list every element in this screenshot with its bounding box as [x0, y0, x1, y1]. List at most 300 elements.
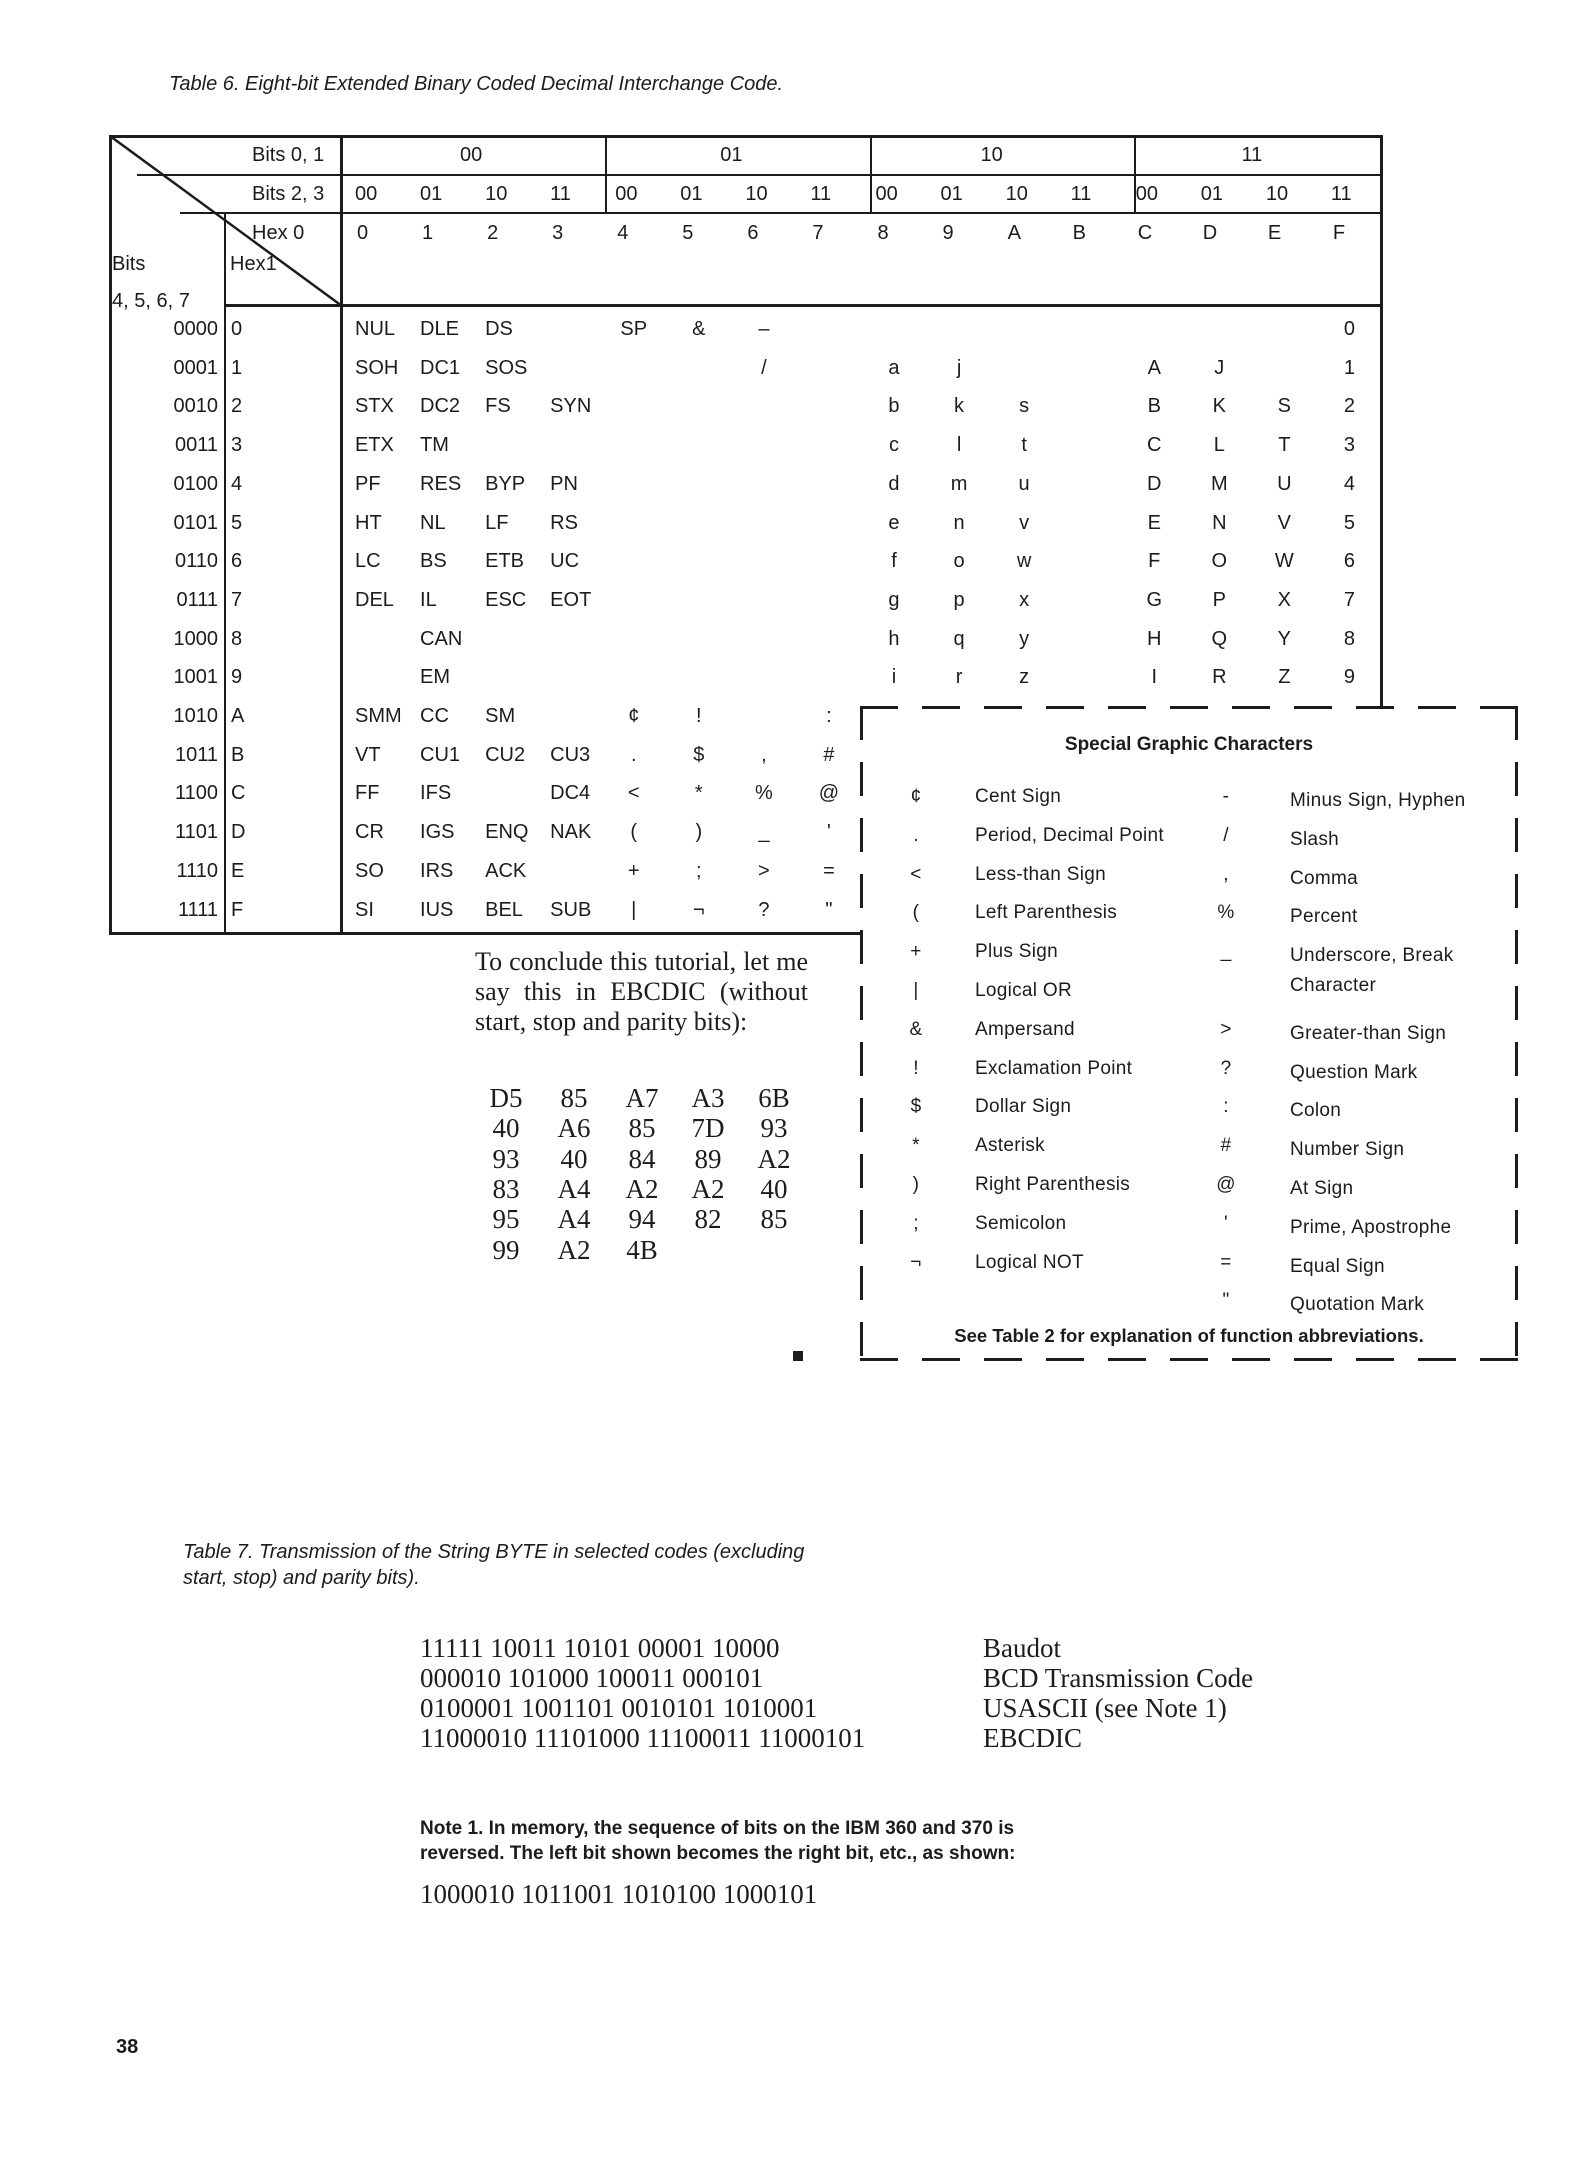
dashed-border-left — [860, 706, 863, 1361]
row-hex: 8 — [231, 627, 243, 650]
ebcdic-hex-byte: 85 — [760, 1204, 788, 1235]
code-name: USASCII (see Note 1) — [983, 1693, 1227, 1723]
code-cell: g — [888, 588, 900, 611]
special-symbol: : — [1223, 1096, 1229, 1118]
bits23-col: 11 — [810, 183, 832, 205]
code-cell: 0 — [1343, 318, 1355, 340]
hex0-col-B: B — [1072, 222, 1086, 244]
code-cell: s — [1019, 395, 1030, 418]
code-cell: n — [953, 511, 965, 534]
code-cell: S — [1277, 395, 1292, 418]
code-cell: PF — [355, 472, 381, 495]
special-name: Cent Sign — [975, 786, 1062, 807]
code-cell: F — [1148, 550, 1161, 573]
special-name: Underscore, Break Character — [1290, 945, 1454, 997]
code-cell: BEL — [485, 898, 523, 921]
special-name: Number Sign — [1290, 1139, 1405, 1161]
code-cell: J — [1214, 356, 1225, 379]
special-symbol: # — [1220, 1135, 1232, 1157]
row-hex: 2 — [231, 395, 243, 418]
code-cell: H — [1147, 627, 1162, 650]
code-cell: : — [826, 705, 832, 727]
special-title: Special Graphic Characters — [1064, 734, 1314, 755]
hex0-col-F: F — [1332, 222, 1346, 244]
bits23-col: 01 — [940, 183, 963, 205]
code-cell: IGS — [420, 821, 455, 844]
code-cell: T — [1278, 434, 1291, 457]
bits01-group-01: 01 — [720, 144, 743, 166]
special-symbol: = — [1220, 1251, 1232, 1273]
code-cell: $ — [693, 743, 705, 766]
code-cell: i — [891, 666, 897, 689]
code-cell: CU2 — [485, 743, 526, 766]
hex0-label: Hex 0 — [252, 222, 305, 244]
code-cell: O — [1211, 550, 1228, 573]
ebcdic-hex-byte: 40 — [492, 1113, 520, 1144]
dashed-border-bottom — [860, 1358, 1518, 1361]
code-cell: d — [888, 472, 900, 495]
hex1-label: Hex1 — [230, 253, 277, 275]
row-bits: 0010 — [173, 395, 218, 418]
code-cell: x — [1019, 588, 1030, 611]
special-name: Right Parenthesis — [975, 1174, 1131, 1195]
table7-caption-line1: Table 7. Transmission of the String BYTE in selected codes (excluding — [183, 1541, 805, 1563]
special-name: Logical NOT — [975, 1251, 1084, 1273]
code-name: Baudot — [983, 1633, 1061, 1663]
row-hex: 7 — [231, 588, 243, 611]
row-bits: 1110 — [176, 859, 218, 882]
bits01-label: Bits 0, 1 — [252, 144, 325, 166]
code-cell: SOS — [485, 356, 528, 379]
code-cell: v — [1019, 511, 1030, 534]
special-name: Left Parenthesis — [975, 902, 1118, 924]
special-name: Plus Sign — [975, 941, 1058, 963]
code-cell: DC2 — [420, 395, 461, 418]
ebcdic-hex-byte: 40 — [760, 1173, 788, 1204]
dashed-border-right — [1515, 706, 1518, 1361]
special-symbol: ; — [913, 1212, 919, 1234]
bits23-col: 11 — [550, 183, 571, 205]
special-name: Comma — [1290, 867, 1359, 889]
code-cell: IFS — [420, 782, 452, 805]
code-cell: DEL — [355, 588, 394, 611]
code-cell: SM — [485, 705, 516, 727]
row-bits: 1001 — [173, 666, 218, 689]
code-cell: h — [888, 627, 900, 650]
code-cell: 5 — [1343, 511, 1355, 534]
code-cell: R — [1212, 666, 1227, 689]
ebcdic-hex-byte: 95 — [492, 1204, 520, 1235]
code-cell: 9 — [1343, 666, 1355, 689]
special-symbol: ! — [913, 1057, 919, 1079]
code-cell: CU1 — [420, 743, 461, 766]
bits23-col: 11 — [1330, 183, 1352, 205]
special-name: Percent — [1290, 906, 1358, 928]
code-cell: DC1 — [420, 356, 461, 379]
code-cell: SUB — [550, 898, 592, 921]
code-cell: PN — [550, 472, 578, 495]
code-cell: M — [1210, 472, 1228, 495]
special-name: At Sign — [1290, 1178, 1354, 1199]
code-bits: 000010 101000 100011 000101 — [420, 1663, 764, 1693]
code-cell: e — [888, 511, 900, 534]
code-cell: ESC — [485, 588, 527, 611]
row-bits: 1011 — [174, 743, 218, 766]
row-hex: 3 — [231, 434, 243, 457]
code-cell: > — [758, 859, 770, 882]
code-name: EBCDIC — [983, 1723, 1083, 1753]
hex0-col-7: 7 — [812, 222, 824, 244]
hex0-col-C: C — [1137, 222, 1153, 244]
bits23-col: 00 — [1135, 183, 1158, 205]
code-cell: DS — [485, 318, 513, 340]
ebcdic-hex-byte: 85 — [560, 1083, 588, 1113]
ebcdic-hex-byte: 84 — [628, 1143, 656, 1174]
special-symbol: ' — [1224, 1212, 1228, 1234]
row-bits: 0011 — [174, 434, 218, 457]
special-symbol: * — [912, 1135, 920, 1157]
code-cell: NUL — [355, 318, 396, 340]
special-symbol: - — [1222, 786, 1230, 807]
code-cell: V — [1277, 511, 1292, 534]
code-cell: L — [1213, 434, 1225, 457]
ebcdic-hex-byte: 6B — [758, 1083, 790, 1113]
ebcdic-hex-byte: 7D — [691, 1113, 725, 1144]
code-cell: X — [1277, 588, 1292, 611]
ebcdic-hex-byte: 4B — [626, 1234, 658, 1265]
code-cell: SYN — [550, 395, 592, 418]
ebcdic-hex-byte: 83 — [492, 1173, 520, 1204]
code-cell: Y — [1277, 627, 1292, 650]
code-bits: 0100001 1001101 0010101 1010001 — [420, 1693, 818, 1723]
code-cell: * — [694, 782, 703, 805]
special-name: Semicolon — [975, 1212, 1067, 1234]
table-border-bottom — [109, 932, 861, 935]
ebcdic-hex-byte: 93 — [492, 1143, 520, 1174]
ebcdic-hex-byte: A2 — [557, 1234, 591, 1265]
code-cell: FF — [355, 782, 380, 805]
code-bits: 11000010 11101000 11100011 11000101 — [420, 1723, 866, 1753]
code-cell: IRS — [420, 859, 454, 882]
code-cell: SOH — [355, 356, 399, 379]
row-bits: 1100 — [174, 782, 218, 805]
hex0-col-6: 6 — [747, 222, 759, 244]
code-cell: ¢ — [628, 705, 640, 727]
code-cell: q — [953, 627, 965, 650]
special-symbol: % — [1217, 902, 1235, 924]
code-cell: ) — [695, 821, 703, 844]
code-cell: RS — [550, 511, 578, 534]
end-mark — [793, 1351, 803, 1361]
special-name: Quotation Mark — [1290, 1294, 1425, 1316]
code-cell: NAK — [550, 821, 592, 844]
bits23-col: 01 — [680, 183, 703, 205]
special-name: Minus Sign, Hyphen — [1290, 790, 1466, 811]
bits23-col: 10 — [485, 183, 508, 205]
code-cell: , — [761, 743, 767, 766]
special-name: Asterisk — [975, 1135, 1045, 1157]
ebcdic-hex-byte: 82 — [694, 1204, 722, 1235]
tutorial-text: To conclude this tutorial, let me say this in EBCDIC (without start, stop and parity bits): — [475, 947, 808, 1036]
row-hex: F — [231, 898, 244, 921]
ebcdic-hex-byte: 85 — [628, 1113, 656, 1144]
page-number: 38 — [116, 2036, 139, 2058]
code-cell: K — [1212, 395, 1226, 418]
code-cell: DLE — [420, 318, 459, 340]
code-cell: m — [950, 472, 968, 495]
table-border-right — [1380, 135, 1383, 707]
bits01-group-10: 10 — [980, 144, 1003, 166]
code-cell: y — [1019, 627, 1030, 650]
special-symbol: . — [913, 824, 919, 846]
code-cell: = — [823, 859, 835, 882]
special-symbol: < — [910, 863, 922, 885]
table7-caption-line2: start, stop) and parity bits). — [183, 1567, 420, 1589]
code-cell: DC4 — [550, 782, 591, 805]
code-cell: RES — [420, 472, 462, 495]
code-cell: IL — [420, 588, 437, 611]
code-cell: u — [1018, 472, 1030, 495]
code-cell: C — [1147, 434, 1162, 457]
table6-caption: Table 6. Eight-bit Extended Binary Coded Decimal Interchange Code. — [169, 73, 784, 95]
bits23-col: 10 — [745, 183, 768, 205]
code-cell: _ — [758, 821, 770, 844]
bits4567-label: 4, 5, 6, 7 — [112, 290, 190, 312]
special-symbol: " — [1222, 1290, 1230, 1312]
special-name: Greater-than Sign — [1290, 1022, 1447, 1044]
code-cell: f — [891, 550, 897, 573]
code-cell: U — [1277, 472, 1292, 495]
special-name: Colon — [1290, 1100, 1342, 1122]
code-cell: 2 — [1343, 395, 1355, 418]
note-line1: Note 1. In memory, the sequence of bits on the IBM 360 and 370 is — [420, 1818, 1015, 1839]
hex0-col-4: 4 — [617, 222, 629, 244]
code-cell: BS — [420, 550, 447, 573]
code-cell: CU3 — [550, 743, 591, 766]
row-hex: 0 — [231, 318, 243, 340]
code-cell: @ — [818, 782, 840, 805]
row-hex: 6 — [231, 550, 243, 573]
code-cell: LC — [355, 550, 381, 573]
code-cell: b — [888, 395, 900, 418]
code-cell: SO — [355, 859, 384, 882]
header-diagonal — [0, 0, 400, 320]
special-symbol: > — [1220, 1018, 1232, 1040]
special-symbol: ¢ — [910, 786, 922, 807]
code-cell: + — [627, 859, 640, 882]
row-hex: 9 — [231, 666, 243, 689]
ebcdic-hex-byte: A3 — [691, 1083, 725, 1113]
code-cell: 3 — [1343, 434, 1355, 457]
hex0-col-5: 5 — [682, 222, 694, 244]
code-cell: E — [1147, 511, 1161, 534]
code-cell: ? — [758, 898, 770, 921]
code-cell: Z — [1278, 666, 1291, 689]
code-cell: IUS — [420, 898, 454, 921]
hex0-col-2: 2 — [487, 222, 499, 244]
hex0-col-3: 3 — [552, 222, 564, 244]
special-symbol: @ — [1216, 1174, 1236, 1195]
row-hex: A — [231, 705, 245, 727]
code-cell: VT — [355, 743, 381, 766]
code-cell: ( — [630, 821, 638, 844]
special-symbol: , — [1223, 863, 1229, 885]
ebcdic-hex-byte: A7 — [625, 1083, 659, 1113]
code-cell: A — [1147, 356, 1161, 379]
code-cell: a — [888, 356, 900, 379]
ebcdic-hex-byte: A4 — [557, 1204, 591, 1235]
row-bits: 0101 — [173, 511, 218, 534]
code-cell: / — [761, 356, 767, 379]
code-cell: ENQ — [485, 821, 529, 844]
bits23-col: 01 — [1200, 183, 1224, 205]
hex0-col-A: A — [1007, 222, 1021, 244]
note-bits: 1000010 1011001 1010100 1000101 — [420, 1879, 818, 1909]
code-cell: ACK — [485, 859, 527, 882]
code-cell: SMM — [355, 705, 402, 727]
code-cell: # — [823, 743, 835, 766]
row-hex: C — [231, 782, 246, 805]
ebcdic-hex-byte: 40 — [560, 1143, 588, 1174]
bits23-col: 10 — [1265, 183, 1289, 205]
hex0-col-E: E — [1267, 222, 1282, 244]
bits23-col: 10 — [1005, 183, 1028, 205]
code-cell: c — [888, 434, 899, 457]
ebcdic-hex-byte: A6 — [557, 1113, 591, 1144]
special-symbol: _ — [1220, 941, 1232, 963]
special-symbol: ? — [1220, 1057, 1232, 1079]
code-cell: r — [955, 666, 963, 689]
code-cell: G — [1146, 588, 1163, 611]
row-hex: E — [231, 859, 245, 882]
bits01-group-11: 11 — [1241, 144, 1263, 166]
code-cell: ETX — [355, 434, 394, 457]
code-cell: & — [692, 318, 706, 340]
code-cell: FS — [485, 395, 511, 418]
code-cell: NL — [420, 511, 446, 534]
dashed-border-top — [860, 706, 1518, 709]
ebcdic-hex-byte: A4 — [557, 1173, 591, 1204]
special-name: Equal Sign — [1290, 1255, 1385, 1277]
special-name: Period, Decimal Point — [975, 824, 1164, 846]
row-hex: D — [231, 821, 246, 844]
code-cell: % — [754, 782, 773, 805]
code-cell: 4 — [1343, 472, 1355, 495]
special-symbol: ¬ — [910, 1251, 922, 1273]
ebcdic-hex-byte: 94 — [628, 1204, 656, 1235]
code-cell: " — [825, 898, 833, 921]
special-symbol: ( — [912, 902, 920, 924]
row-hex: B — [231, 743, 245, 766]
row-hex: 1 — [231, 356, 243, 379]
special-symbol: + — [910, 941, 922, 963]
code-cell: o — [953, 550, 965, 573]
special-name: Slash — [1290, 828, 1340, 850]
ebcdic-hex-byte: A2 — [757, 1143, 791, 1174]
code-cell: UC — [550, 550, 580, 573]
code-cell: | — [631, 898, 637, 921]
row-hex: 5 — [231, 511, 243, 534]
hex0-col-8: 8 — [877, 222, 889, 244]
code-cell: LF — [485, 511, 509, 534]
ebcdic-hex-byte: 93 — [760, 1113, 788, 1144]
code-bits: 11111 10011 10101 00001 10000 — [420, 1633, 780, 1663]
special-symbol: / — [1223, 824, 1229, 846]
row-bits: 1111 — [177, 898, 218, 921]
bits23-label: Bits 2, 3 — [252, 183, 325, 205]
special-footer: See Table 2 for explanation of function abbreviations. — [954, 1325, 1424, 1346]
code-cell: CC — [420, 705, 449, 727]
hex0-col-0: 0 — [357, 222, 369, 244]
bits-hex-divider — [224, 212, 226, 934]
row-hex: 4 — [231, 472, 243, 495]
code-cell: HT — [355, 511, 382, 534]
code-cell: – — [758, 318, 770, 340]
code-cell: Q — [1211, 627, 1228, 650]
special-name: Dollar Sign — [975, 1096, 1072, 1118]
code-cell: 8 — [1343, 627, 1355, 650]
code-cell: N — [1212, 511, 1227, 534]
code-cell: EOT — [550, 588, 592, 611]
code-cell: . — [630, 743, 637, 766]
code-cell: 7 — [1343, 588, 1355, 611]
bits23-col: 00 — [615, 183, 638, 205]
code-cell: SI — [355, 898, 374, 921]
special-name: Logical OR — [975, 980, 1072, 1001]
code-cell: W — [1274, 550, 1294, 573]
special-name: Exclamation Point — [975, 1057, 1133, 1079]
code-cell: 1 — [1343, 356, 1355, 379]
row-bits: 1101 — [174, 821, 218, 844]
hex0-col-D: D — [1202, 222, 1218, 244]
code-cell: k — [954, 395, 965, 418]
row-bits: 0111 — [176, 588, 218, 611]
ebcdic-hex-byte: 99 — [492, 1234, 520, 1265]
row-bits: 1010 — [173, 705, 218, 727]
code-cell: CR — [355, 821, 384, 844]
row-bits: 0100 — [173, 472, 218, 495]
code-cell: 6 — [1343, 550, 1355, 573]
code-cell: P — [1212, 588, 1226, 611]
code-cell: STX — [355, 395, 394, 418]
code-cell: ! — [696, 705, 702, 727]
ebcdic-hex-byte: D5 — [489, 1083, 523, 1113]
note-line2: reversed. The left bit shown becomes the right bit, etc., as shown: — [420, 1843, 1016, 1864]
code-cell: CAN — [420, 627, 463, 650]
code-cell: ' — [827, 821, 831, 844]
special-symbol: ) — [912, 1174, 920, 1195]
bits01-group-00: 00 — [459, 144, 483, 166]
code-cell: TM — [420, 434, 449, 457]
ebcdic-hex-byte: A2 — [625, 1173, 659, 1204]
row-bits: 0001 — [173, 356, 218, 379]
special-symbol: $ — [910, 1096, 922, 1118]
row-bits: 0000 — [173, 318, 218, 340]
code-cell: ¬ — [692, 898, 705, 921]
code-name: BCD Transmission Code — [983, 1663, 1254, 1693]
code-cell: t — [1021, 434, 1027, 457]
code-cell: D — [1147, 472, 1162, 495]
special-symbol: & — [909, 1018, 923, 1040]
special-name: Less-than Sign — [975, 863, 1106, 885]
code-cell: EM — [420, 666, 451, 689]
bits23-col: 11 — [1070, 183, 1092, 205]
code-cell: l — [956, 434, 962, 457]
hex0-col-1: 1 — [422, 222, 434, 244]
bits23-col: 00 — [355, 183, 378, 205]
ebcdic-hex-byte: 89 — [694, 1143, 722, 1174]
code-cell: ; — [696, 859, 702, 882]
